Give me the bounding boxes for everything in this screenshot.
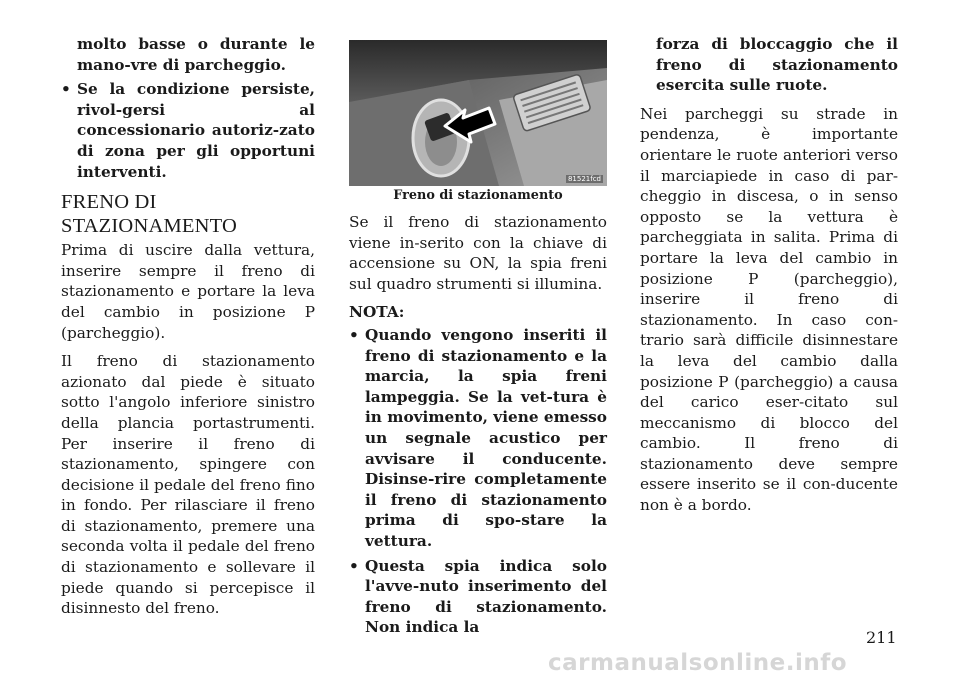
paragraph: Nei parcheggi su strade in pendenza, è importante orientare le ruote anteriori verso il marciapiede in caso di par-cheggio in discesa, o in senso opposto se la vettura è parcheggiata in salita. Prima di portare la leva del cambio in posizione P (parcheggio), inserire il freno di stazionamento. In caso con-trario sarà difficile disinnestare la leva del cambio dalla posizione P (parcheggio) a causa del carico eser-citato sul meccanismo di blocco del cambio. Il freno di stazionamento deve sempre essere inserito se il con-ducente non è a bordo. bbox=[640, 104, 898, 515]
list-item bbox=[349, 556, 607, 638]
list-item bbox=[61, 79, 315, 182]
note-bullet-list bbox=[349, 325, 607, 638]
page-number: 211 bbox=[866, 628, 897, 647]
watermark: carmanualsonline.info bbox=[548, 650, 848, 676]
column-middle bbox=[349, 40, 607, 642]
column-left bbox=[61, 34, 315, 619]
paragraph: Se il freno di stazionamento viene in-serito con la chiave di accensione su ON, la spia freni sul quadro strumenti si illumina. bbox=[349, 213, 607, 293]
figure-code: 81521fcd bbox=[567, 175, 601, 183]
paragraph: Prima di uscire dalla vettura, inserire sempre il freno di stazionamento e portare la leva del cambio in posizione P (parcheggio). bbox=[61, 241, 315, 342]
bullet-text: Quando vengono inseriti il freno di stazionamento e la marcia, la spia freni lampeggia. Se la vet-tura è in movimento, viene emesso un segnale acustico per avvisare il conducente. Disinse-rire completamente il freno di stazionamento prima di spo-stare la vettura. bbox=[365, 325, 607, 550]
bullet-icon: • bbox=[61, 80, 71, 99]
column-right bbox=[640, 34, 898, 516]
bullet-continuation: forza di bloccaggio che il freno di stazionamento esercita sulle ruote. bbox=[656, 35, 898, 95]
bullet-list bbox=[61, 79, 315, 182]
bullet-text: Se la condizione persiste, rivol-gersi al concessionario autoriz-zato di zona per gli opportuni interventi. bbox=[77, 80, 315, 181]
bullet-icon: • bbox=[349, 556, 359, 575]
section-heading: FRENO DI STAZIONAMENTO bbox=[61, 191, 237, 238]
bullet-icon: • bbox=[349, 325, 359, 344]
parking-brake-photo bbox=[349, 40, 607, 186]
bullet-continuation: molto basse o durante le mano-vre di parcheggio. bbox=[77, 35, 315, 74]
figure-caption: Freno di stazionamento bbox=[393, 188, 563, 203]
note-label: NOTA: bbox=[349, 303, 405, 322]
paragraph: Il freno di stazionamento azionato dal piede è situato sotto l'angolo inferiore sinistro della plancia portastrumenti. Per inserire il freno di stazionamento, spingere con decisione il pedale del freno fino in fondo. Per rilasciare il freno di stazionamento, premere una seconda volta il pedale del freno di stazionamento e sollevare il piede quando si percepisce il disinnesto del freno. bbox=[61, 352, 315, 618]
list-item bbox=[349, 325, 607, 552]
bullet-text: Questa spia indica solo l'avve-nuto inserimento del freno di stazionamento. Non indica la bbox=[365, 556, 607, 637]
parking-brake-figure bbox=[349, 40, 607, 186]
